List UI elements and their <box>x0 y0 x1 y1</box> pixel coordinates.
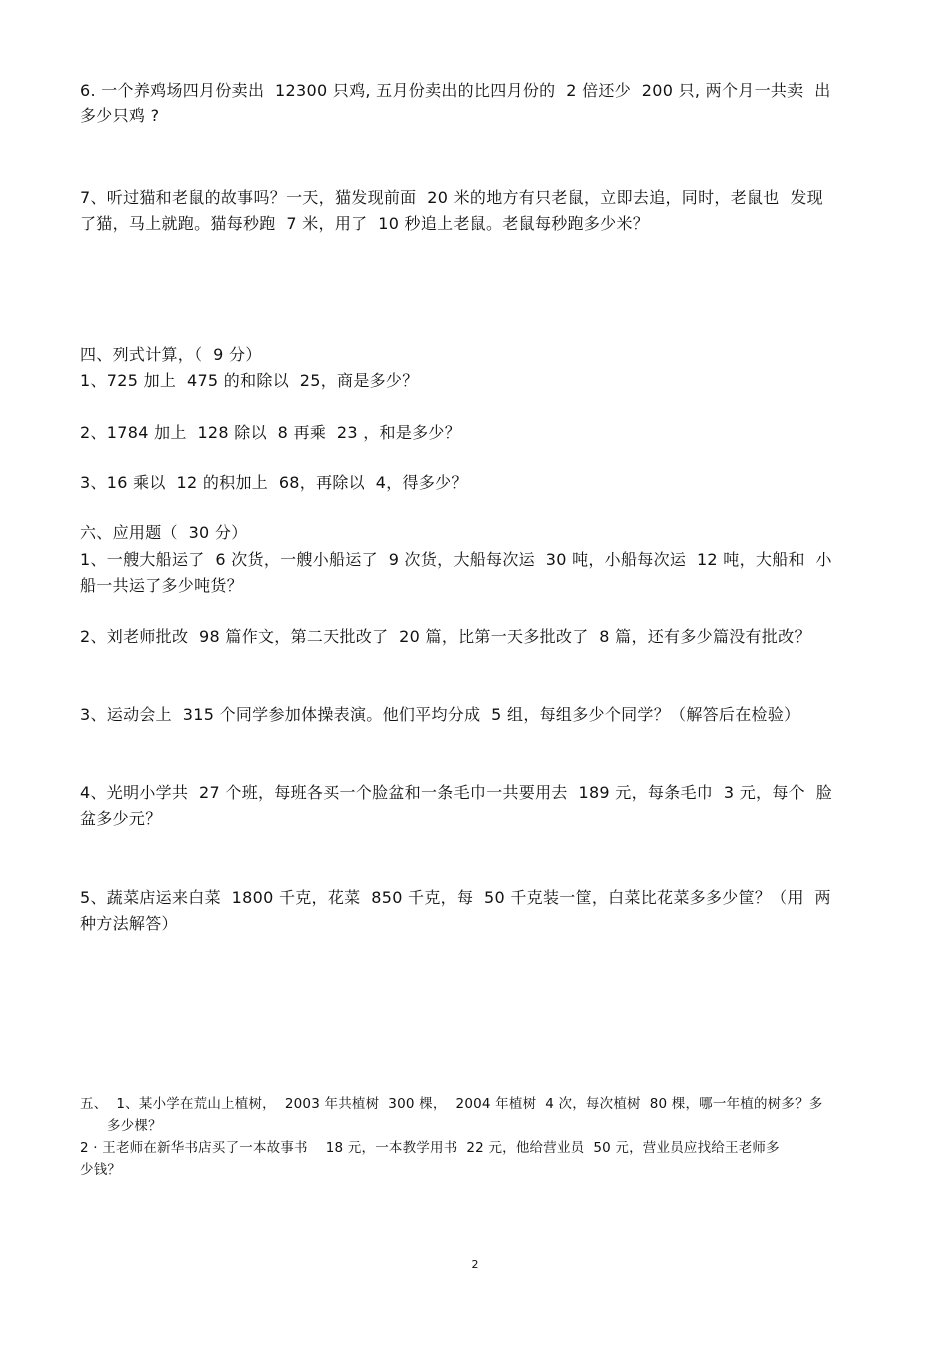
section-5-question-2-line-2: 少钱？ <box>80 1162 122 1178</box>
section-4-question-2: 2、1784 加上 128 除以 8 再乘 23 ，和是多少？ <box>80 423 462 442</box>
section-6-question-4-line-1: 4、光明小学共 27 个班，每班各买一个脸盆和一条毛巾一共要用去 189 元，每条毛巾 3 元，每个 脸 <box>80 783 833 802</box>
section-6-question-4-line-2: 盆多少元？ <box>80 809 162 828</box>
page-number: 2 <box>471 1258 479 1271</box>
section-5-question-2-line-1: 2 · 王老师在新华书店买了一本故事书 18 元，一本教学用书 22 元，他给营业员 50 元，营业员应找给王老师多 <box>80 1140 780 1156</box>
section-4-question-3: 3、16 乘以 12 的积加上 68，再除以 4，得多少？ <box>80 473 468 492</box>
section-5-question-1-line-1: 五、 1、某小学在荒山上植树， 2003 年共植树 300 棵， 2004 年植树 4 次，每次植树 80 棵，哪一年植的树多？多 <box>80 1096 823 1112</box>
section-6-title: 六、应用题（ 30 分） <box>80 523 248 542</box>
section-6-question-1-line-2: 船一共运了多少吨货？ <box>80 576 244 595</box>
section-6-question-5-line-2: 种方法解答） <box>80 914 178 933</box>
section-5-question-1-line-2: 多少棵？ <box>107 1118 162 1134</box>
section-6-question-5-line-1: 5、蔬菜店运来白菜 1800 千克，花菜 850 千克，每 50 千克装一筐，白菜比花菜多多少筐？（用 两 <box>80 888 831 907</box>
section-6-question-3: 3、运动会上 315 个同学参加体操表演。他们平均分成 5 组，每组多少个同学？（解答后在检验） <box>80 705 801 724</box>
problem-6-line-2: 多少只鸡 ? <box>80 106 160 125</box>
section-4-question-1: 1、725 加上 475 的和除以 25，商是多少？ <box>80 371 419 390</box>
section-4-title: 四、列式计算，（ 9 分） <box>80 345 262 364</box>
problem-7-line-2: 了猫，马上就跑。猫每秒跑 7 米，用了 10 秒追上老鼠。老鼠每秒跑多少米？ <box>80 214 650 233</box>
section-6-question-1-line-1: 1、一艘大船运了 6 次货，一艘小船运了 9 次货，大船每次运 30 吨，小船每次运 12 吨，大船和 小 <box>80 550 832 569</box>
problem-6-line-1: 6. 一个养鸡场四月份卖出 12300 只鸡, 五月份卖出的比四月份的 2 倍还少 200 只, 两个月一共卖 出 <box>80 81 831 100</box>
section-6-question-2: 2、刘老师批改 98 篇作文，第二天批改了 20 篇，比第一天多批改了 8 篇，还有多少篇没有批改？ <box>80 627 811 646</box>
problem-7-line-1: 7、听过猫和老鼠的故事吗？一天，猫发现前面 20 米的地方有只老鼠，立即去追，同时，老鼠也 发现 <box>80 188 823 207</box>
